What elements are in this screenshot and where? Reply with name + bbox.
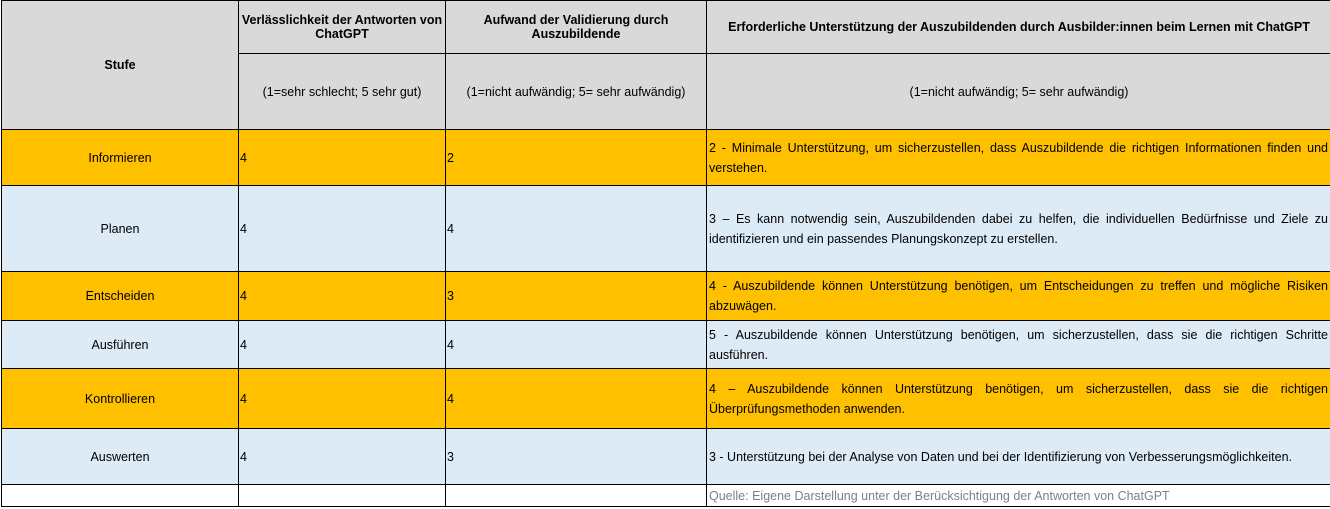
header-stufe: Stufe: [2, 1, 239, 130]
support-cell: 5 - Auszubildende können Unterstützung benötigen, um sicherzustellen, dass sie die richtigen Schritte ausführen.: [707, 321, 1330, 369]
support-cell: 4 - Auszubildende können Unterstützung benötigen, um Entscheidungen zu treffen und mögliche Risiken abzuwägen.: [707, 272, 1330, 321]
stage-cell: Kontrollieren: [2, 369, 239, 429]
effort-cell: 4: [446, 186, 707, 272]
support-cell: 2 - Minimale Unterstützung, um sicherzustellen, dass Auszubildende die richtigen Informationen finden und verstehen.: [707, 130, 1330, 186]
reliability-cell: 4: [239, 429, 446, 485]
table-row: [2, 272, 1330, 321]
reliability-cell: 4: [239, 130, 446, 186]
empty-cell: [239, 485, 446, 507]
source-row: [2, 485, 1330, 507]
support-cell: 3 – Es kann notwendig sein, Auszubildenden dabei zu helfen, die individuellen Bedürfnisse und Ziele zu identifizieren und ein passendes Planungskonzept zu erstellen.: [707, 186, 1330, 272]
stage-cell: Informieren: [2, 130, 239, 186]
stage-evaluation-table: [1, 0, 1330, 507]
header-effort: Aufwand der Validierung durch Auszubildende: [446, 1, 707, 54]
support-cell: 3 - Unterstützung bei der Analyse von Daten und bei der Identifizierung von Verbesserungsmöglichkeiten.: [707, 429, 1330, 485]
source-note: Quelle: Eigene Darstellung unter der Berücksichtigung der Antworten von ChatGPT: [707, 485, 1330, 507]
support-cell: 4 – Auszubildende können Unterstützung benötigen, um sicherzustellen, dass sie die richtigen Überprüfungsmethoden anwenden.: [707, 369, 1330, 429]
scale-effort: (1=nicht aufwändig; 5= sehr aufwändig): [446, 54, 707, 130]
table-row: [2, 429, 1330, 485]
effort-cell: 2: [446, 130, 707, 186]
empty-cell: [446, 485, 707, 507]
stage-cell: Auswerten: [2, 429, 239, 485]
stage-cell: Planen: [2, 186, 239, 272]
scale-support: (1=nicht aufwändig; 5= sehr aufwändig): [707, 54, 1330, 130]
table-row: [2, 369, 1330, 429]
table-row: [2, 321, 1330, 369]
effort-cell: 4: [446, 369, 707, 429]
effort-cell: 4: [446, 321, 707, 369]
header-reliability: Verlässlichkeit der Antworten von ChatGPT: [239, 1, 446, 54]
header-support: Erforderliche Unterstützung der Auszubildenden durch Ausbilder:innen beim Lernen mit ChatGPT: [707, 1, 1330, 54]
empty-cell: [2, 485, 239, 507]
reliability-cell: 4: [239, 321, 446, 369]
reliability-cell: 4: [239, 369, 446, 429]
reliability-cell: 4: [239, 186, 446, 272]
effort-cell: 3: [446, 429, 707, 485]
stage-cell: Ausführen: [2, 321, 239, 369]
reliability-cell: 4: [239, 272, 446, 321]
scale-reliability: (1=sehr schlecht; 5 sehr gut): [239, 54, 446, 130]
effort-cell: 3: [446, 272, 707, 321]
table-row: [2, 130, 1330, 186]
table-row: [2, 186, 1330, 272]
header-row: [2, 1, 1330, 54]
stage-cell: Entscheiden: [2, 272, 239, 321]
